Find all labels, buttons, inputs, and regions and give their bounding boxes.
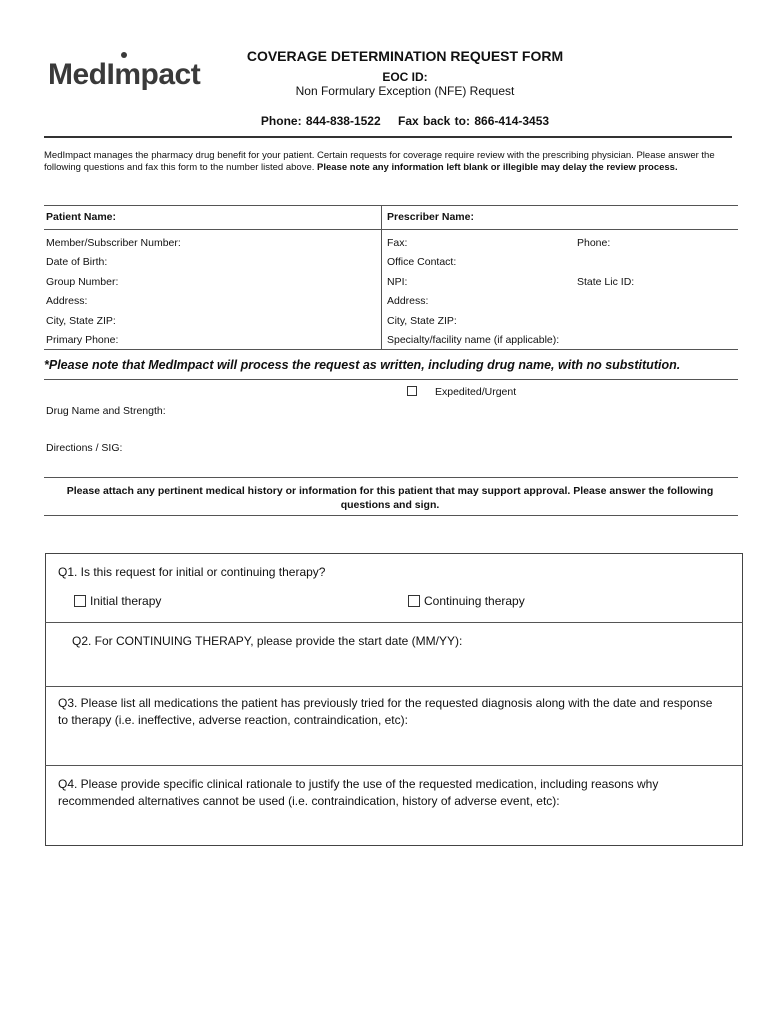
office-contact-label: Office Contact: <box>387 256 457 268</box>
attach-bottom-line <box>44 515 738 516</box>
intro-bold-text: Please note any information left blank or illegible may delay the review process. <box>317 162 678 173</box>
expedited-checkbox[interactable] <box>407 386 417 396</box>
medimpact-logo <box>48 58 200 92</box>
expedited-label: Expedited/Urgent <box>435 386 517 398</box>
initial-therapy-checkbox[interactable] <box>74 595 86 607</box>
prescriber-address-label: Address: <box>387 295 429 307</box>
specialty-label: Specialty/facility name (if applicable): <box>387 334 560 346</box>
q3-divider <box>45 765 743 766</box>
q4-text: Q4. Please provide specific clinical rationale to justify the use of the requested medication, including reasons why recommended alternatives cannot be used (i.e. contraindication, history of adverse event, etc): <box>58 777 659 808</box>
q3-text: Q3. Please list all medications the patient has previously tried for the requested diagnosis along with the date and response to therapy (i.e. ineffective, adverse reaction, contraindication, etc): <box>58 696 713 727</box>
substitution-note: *Please note that MedImpact will process the request as written, including drug name, with no substitution. <box>44 358 681 372</box>
prescriber-phone-label: Phone: <box>577 237 611 249</box>
patient-city-label: City, State ZIP: <box>46 315 116 327</box>
q1-divider <box>45 622 743 623</box>
npi-label: NPI: <box>387 276 408 288</box>
header-divider <box>44 136 732 138</box>
prescriber-fax-label: Fax: <box>387 237 408 249</box>
prescriber-name-label: Prescriber Name: <box>387 211 474 223</box>
continuing-therapy-checkbox[interactable] <box>408 595 420 607</box>
grid-bottom-line <box>44 349 738 350</box>
patient-address-label: Address: <box>46 295 88 307</box>
prescriber-city-label: City, State ZIP: <box>387 315 457 327</box>
q2-text: Q2. For CONTINUING THERAPY, please provide the start date (MM/YY): <box>72 634 463 648</box>
form-title: COVERAGE DETERMINATION REQUEST FORM <box>246 48 564 64</box>
initial-therapy-label: Initial therapy <box>90 594 162 608</box>
grid-header-line <box>44 229 738 230</box>
group-number-label: Group Number: <box>46 276 119 288</box>
logo-text: MedImpact <box>48 58 201 91</box>
q2-divider <box>45 686 743 687</box>
drug-name-label: Drug Name and Strength: <box>46 405 166 417</box>
primary-phone-label: Primary Phone: <box>46 334 119 346</box>
drug-bottom-line <box>44 477 738 478</box>
state-lic-label: State Lic ID: <box>577 276 635 288</box>
phone-fax-line: Phone: 844-838-1522 Fax back to: 866-414-3453 <box>260 114 550 128</box>
intro-text: MedImpact manages the pharmacy drug benefit for your patient. Certain requests for coverage require review with the prescribing physician. Please answer the following questions and fax this form to the number listed above. <box>44 150 715 173</box>
note-underline <box>44 379 738 380</box>
member-number-label: Member/Subscriber Number: <box>46 237 181 249</box>
continuing-therapy-label: Continuing therapy <box>424 594 525 608</box>
grid-top-line <box>44 205 738 206</box>
logo-dot-icon <box>121 52 127 58</box>
attach-note: Please attach any pertinent medical history or information for this patient that may support approval. Please answer the following questions and sign. <box>66 485 714 511</box>
eoc-id-label: EOC ID: <box>382 70 428 84</box>
patient-name-label: Patient Name: <box>46 211 117 223</box>
q1-text: Q1. Is this request for initial or continuing therapy? <box>58 565 326 579</box>
directions-label: Directions / SIG: <box>46 442 123 454</box>
grid-divider <box>381 205 382 349</box>
intro-paragraph <box>44 150 724 174</box>
form-subtitle: Non Formulary Exception (NFE) Request <box>295 84 515 98</box>
dob-label: Date of Birth: <box>46 256 108 268</box>
